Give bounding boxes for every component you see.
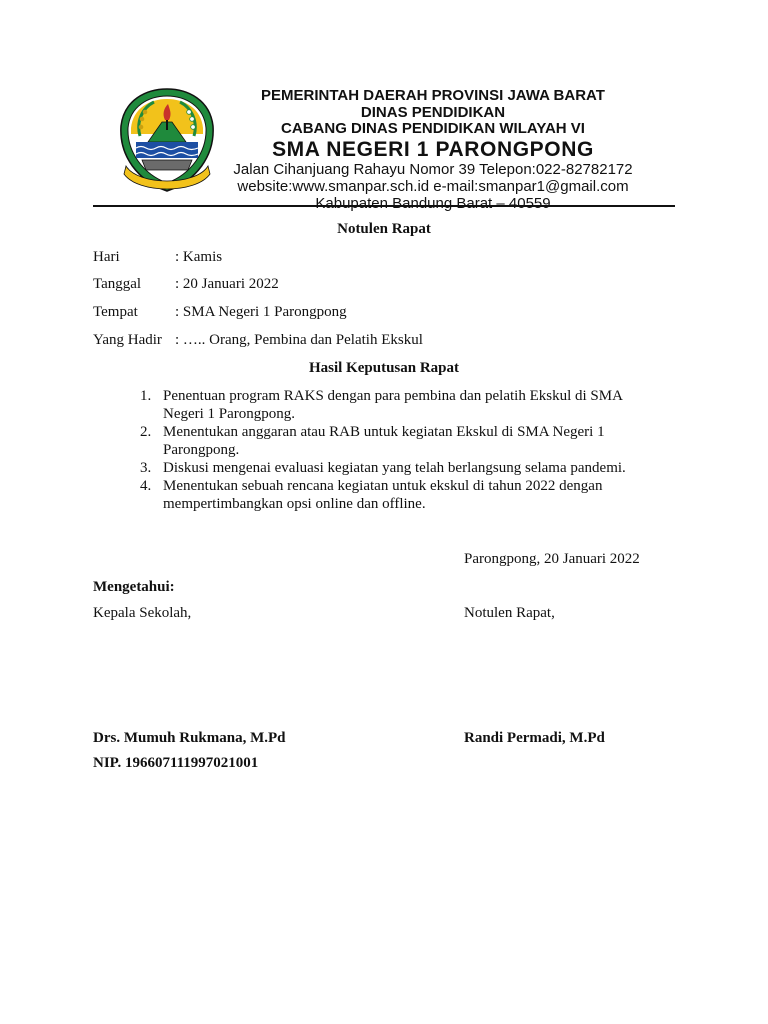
letterhead-web-email: website:www.smanpar.sch.id e-mail:smanpar1@gmail.com [237,178,629,195]
principal-role: Kepala Sekolah, [93,605,192,621]
list-item-text-line: Negeri 1 Parongpong. [163,406,296,422]
list-item [140,387,660,423]
list-item-text-line: mempertimbangkan opsi online dan offline. [163,496,426,512]
secretary-name: Randi Permadi, M.Pd [464,730,605,746]
principal-nip: NIP. 196607111997021001 [93,755,259,771]
list-item [140,423,660,459]
place-date: Parongpong, 20 Januari 2022 [464,551,640,567]
secretary-role: Notulen Rapat, [464,605,555,621]
letterhead-address: Jalan Cihanjuang Rahayu Nomor 39 Telepon:022-82782172 [233,161,633,178]
letterhead-school-name: SMA NEGERI 1 PARONGPONG [272,138,594,161]
list-item-text-line: Menentukan anggaran atau RAB untuk kegiatan Ekskul di SMA Negeri 1 [163,424,605,440]
letterhead-branch: CABANG DINAS PENDIDIKAN WILAYAH VI [281,120,585,137]
info-value-day: : Kamis [175,249,223,265]
list-item-number: 2. [140,424,152,440]
info-value-date: : 20 Januari 2022 [175,276,279,292]
list-item [140,459,660,477]
info-value-place: : SMA Negeri 1 Parongpong [175,304,347,320]
list-item-number: 3. [140,460,152,476]
letterhead-department: DINAS PENDIDIKAN [360,104,506,121]
list-item-text-line: Menentukan sebuah rencana kegiatan untuk ekskul di tahun 2022 dengan [163,478,603,494]
list-item-text-line: Parongpong. [163,442,240,458]
info-label-date: Tanggal [93,276,142,292]
decisions-list [140,387,660,513]
list-item-number: 4. [140,478,152,494]
letterhead [212,88,654,213]
list-item-text-line: Penentuan program RAKS dengan para pembina dan pelatih Ekskul di SMA [163,388,623,404]
info-value-attendees: : ….. Orang, Pembina dan Pelatih Ekskul [175,332,423,348]
west-java-emblem-logo [118,86,216,194]
list-item-number: 1. [140,388,152,404]
info-label-attendees: Yang Hadir [93,332,162,348]
info-label-day: Hari [93,249,120,265]
acknowledged-label: Mengetahui: [93,579,175,595]
letterhead-divider [93,205,675,207]
principal-name: Drs. Mumuh Rukmana, M.Pd [93,730,286,746]
letterhead-government: PEMERINTAH DAERAH PROVINSI JAWA BARAT [261,87,605,104]
letterhead-regency: Kabupaten Bandung Barat – 40559 [315,195,551,212]
info-label-place: Tempat [93,304,138,320]
document-title: Notulen Rapat [337,221,431,237]
results-heading: Hasil Keputusan Rapat [308,360,460,376]
list-item [140,477,660,513]
list-item-text-line: Diskusi mengenai evaluasi kegiatan yang telah berlangsung selama pandemi. [163,460,626,476]
